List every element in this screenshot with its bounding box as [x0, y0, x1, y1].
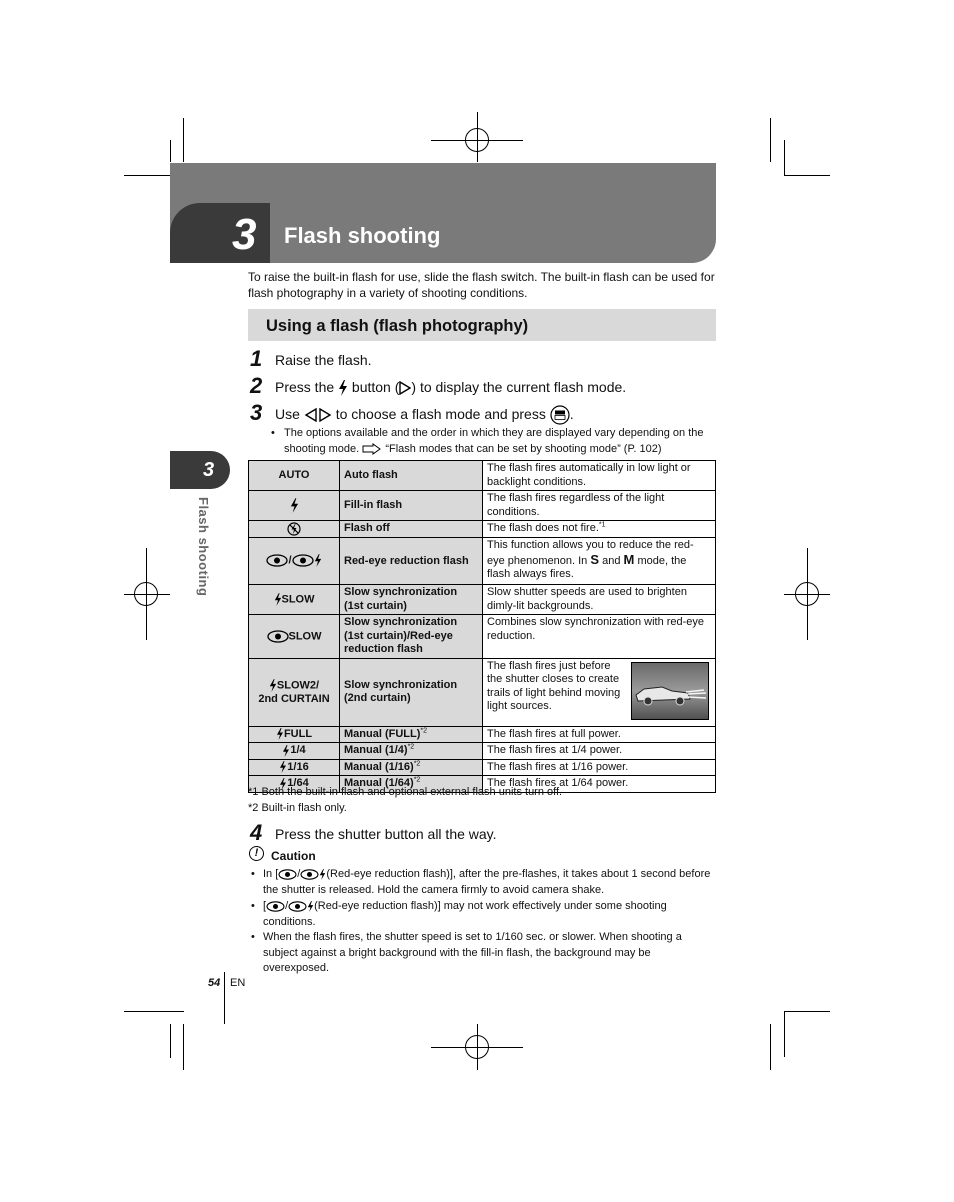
- table-row: [249, 759, 716, 776]
- table-row: [249, 743, 716, 760]
- mode-name-cell: Red-eye reduction flash: [340, 538, 483, 585]
- side-chapter-number: 3: [203, 459, 215, 481]
- step-2-post: ) to display the current flash mode.: [411, 379, 627, 395]
- page-number: 54: [208, 977, 221, 989]
- caution-bullet: •: [251, 868, 255, 880]
- chapter-number: 3: [232, 210, 257, 259]
- start-ok-button-icon: [550, 406, 570, 422]
- caution-item-1: In [ / (Red-eye reduction flash)], after the pre-flashes, it takes about 1 second before the shutter is released. Hold the camera firmly to avoid camera shake.: [263, 868, 711, 896]
- arrow-left-right-icon: [304, 406, 332, 422]
- step-2-pre: Press the: [275, 379, 335, 395]
- table-row: [249, 461, 716, 491]
- arrow-right-icon: [399, 379, 411, 395]
- mode-name-cell: Slow synchronization (2nd curtain): [340, 658, 483, 726]
- flash-icon: [338, 379, 348, 395]
- mode-cell: SLOW: [249, 585, 340, 615]
- red-eye-flash-icon: [300, 868, 326, 880]
- mode-name-cell: Flash off: [340, 521, 483, 538]
- flash-icon: [290, 499, 299, 511]
- section-title: Using a flash (flash photography): [266, 317, 529, 335]
- mode-name-cell: Auto flash: [340, 461, 483, 491]
- flash-icon: [276, 728, 284, 740]
- flash-off-icon: [287, 523, 301, 535]
- flash-modes-table: [248, 460, 716, 793]
- page-language: EN: [230, 977, 246, 989]
- step-text-4: Press the shutter button all the way.: [275, 826, 497, 842]
- mode-desc-cell: The flash does not fire.$^{*1}$: [483, 521, 716, 538]
- footnote-2: *2 Built-in flash only.: [248, 802, 347, 814]
- red-eye-flash-icon: [288, 900, 314, 912]
- caution-bullet: •: [251, 931, 255, 943]
- mode-name-cell: Manual $(1/16)^{*2}$: [340, 759, 483, 776]
- step-3-post: to choose a flash mode and press: [335, 406, 546, 422]
- caution-item-2: [ / (Red-eye reduction flash)] may not work effectively under some shooting conditions.: [263, 900, 667, 928]
- step-text-1: Raise the flash.: [275, 352, 372, 368]
- step-2-mid: button (: [351, 379, 400, 395]
- red-eye-flash-icon: [292, 555, 322, 567]
- mode-desc-cell: The flash fires at 1/4 power.: [483, 743, 716, 760]
- chapter-side-tab: [170, 451, 230, 489]
- mode-desc-cell: The flash fires automatically in low light or backlight conditions.: [483, 461, 716, 491]
- step-3-end: .: [569, 406, 574, 422]
- mode-desc-cell: Slow shutter speeds are used to brighten dimly-lit backgrounds.: [483, 585, 716, 615]
- caution-item-3: When the flash fires, the shutter speed is set to 1/160 sec. or slower. When shooting a subject against a bright background with the fill-in flash, the background may be overexposed.: [263, 931, 682, 974]
- mode-desc-cell: The flash fires just before the shutter closes to create trails of light behind moving light sources.: [483, 658, 716, 726]
- mode-cell: /: [249, 538, 340, 585]
- mode-cell: [249, 521, 340, 538]
- mode-cell: 1/16: [249, 759, 340, 776]
- mode-name-cell: Slow synchronization (1st curtain)/Red-eye reduction flash: [340, 615, 483, 659]
- table-row: [249, 658, 716, 726]
- reference-pointer-icon: [362, 443, 382, 455]
- mode-cell: FULL: [249, 726, 340, 743]
- red-eye-icon: [266, 900, 285, 912]
- step-number-2: 2: [250, 373, 263, 398]
- step-3-pre: Use: [275, 406, 300, 422]
- step-text-2: [275, 378, 626, 396]
- table-row: [249, 521, 716, 538]
- mode-name-cell: Slow synchronization (1st curtain): [340, 585, 483, 615]
- note-text-b: “Flash modes that can be set by shooting mode” (P. 102): [385, 442, 662, 455]
- caution-title: Caution: [271, 849, 316, 863]
- mode-desc-cell: The flash fires at 1/64 power.: [483, 776, 716, 793]
- step-number-3: 3: [250, 400, 263, 425]
- mode-desc-cell: The flash fires at 1/16 power.: [483, 759, 716, 776]
- mode-desc-cell: The flash fires regardless of the light conditions.: [483, 491, 716, 521]
- side-chapter-label: Flash shooting: [196, 497, 211, 597]
- table-row: [249, 491, 716, 521]
- flash-icon: [274, 593, 282, 605]
- mode-cell: [249, 491, 340, 521]
- page-title: Flash shooting: [284, 223, 441, 248]
- red-eye-icon: [267, 630, 289, 642]
- mode-desc-cell: This function allows you to reduce the red-eye phenomenon. In S and M mode, the flash always fires.: [483, 538, 716, 585]
- step-text-3: [275, 405, 574, 425]
- table-row: [249, 585, 716, 615]
- table-row: [249, 726, 716, 743]
- mode-desc-cell: The flash fires at full power.: [483, 726, 716, 743]
- mode-cell: AUTO: [249, 461, 340, 491]
- mode-cell: 1/64: [249, 776, 340, 793]
- caution-icon: !: [249, 846, 264, 861]
- mode-desc-cell: Combines slow synchronization with red-eye reduction.: [483, 615, 716, 659]
- mode-name-cell: Manual $(1/64)^{*2}$: [340, 776, 483, 793]
- mode-name-cell: Manual (FULL)$^{*2}$: [340, 726, 483, 743]
- step-number-4: 4: [250, 820, 263, 845]
- red-eye-icon: [278, 868, 297, 880]
- step-number-1: 1: [250, 346, 263, 371]
- mode-name-cell: Fill-in flash: [340, 491, 483, 521]
- mode-name-cell: Manual $(1/4)^{*2}$: [340, 743, 483, 760]
- table-row: [249, 615, 716, 659]
- light-trails-car-photo: [631, 662, 709, 720]
- red-eye-icon: [266, 555, 288, 567]
- note-text-a: The options available and the order in which they are displayed vary depending on the shooting mode.: [284, 427, 704, 455]
- footnote-1: *1 Both the built-in flash and optional external flash units turn off.: [248, 786, 563, 798]
- table-row: [249, 538, 716, 585]
- mode-cell: SLOW: [249, 615, 340, 659]
- note-bullet: •: [271, 427, 275, 439]
- intro-paragraph: To raise the built-in flash for use, slide the flash switch. The built-in flash can be used for flash photography in a variety of shooting conditions.: [248, 270, 715, 300]
- mode-cell: 1/4: [249, 743, 340, 760]
- caution-bullet: •: [251, 900, 255, 912]
- mode-cell: SLOW2/ 2nd CURTAIN: [249, 658, 340, 726]
- flash-icon: [269, 679, 277, 691]
- note-text: [284, 426, 716, 457]
- page-number-divider: [224, 972, 225, 1024]
